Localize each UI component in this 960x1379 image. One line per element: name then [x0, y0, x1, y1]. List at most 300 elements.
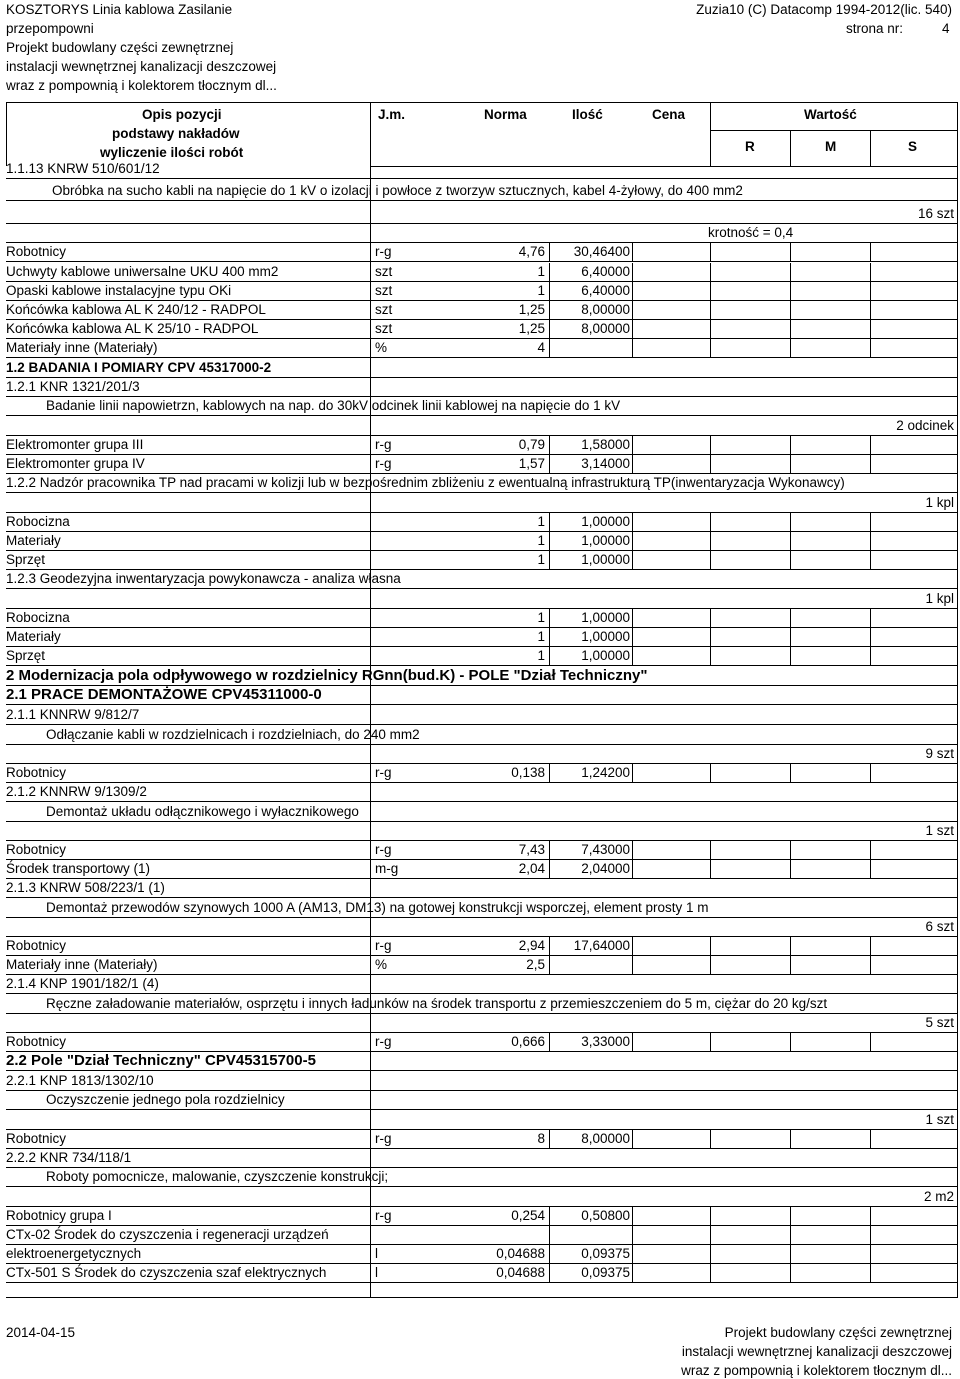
- col-s: S: [908, 139, 918, 154]
- col-wartosc: Wartość: [804, 107, 857, 122]
- row-text: Materiały: [6, 533, 61, 548]
- row-quantity: 1 kpl: [925, 591, 954, 606]
- row-quantity: 2 m2: [923, 1189, 954, 1204]
- row-text: 1.2.3 Geodezyjna inwentaryzacja powykonawcza - analiza własna: [6, 571, 401, 586]
- table-rule: [6, 993, 958, 994]
- table-rule: [632, 860, 633, 879]
- table-rule: [6, 512, 958, 513]
- table-rule: [710, 1033, 711, 1052]
- table-rule: [6, 1109, 958, 1110]
- row-text: Elektromonter grupa IV: [6, 456, 145, 471]
- table-rule: [549, 282, 550, 301]
- col-cena: Cena: [652, 107, 686, 122]
- table-rule: [6, 821, 958, 822]
- row-text: CTx-02 Środek do czyszczenia i regeneracji urządzeń: [6, 1227, 329, 1242]
- table-rule: [632, 841, 633, 860]
- table-rule: [632, 1226, 633, 1245]
- row-norma: 4,76: [518, 244, 545, 259]
- table-bottom-border: [6, 1297, 958, 1298]
- table-rule: [6, 1282, 958, 1283]
- row-quantity: 16 szt: [917, 206, 954, 221]
- row-norma: 2,94: [518, 938, 545, 953]
- row-ilosc: 1,00000: [581, 552, 630, 567]
- table-rule: [870, 647, 871, 666]
- row-quantity: 2 odcinek: [896, 418, 954, 433]
- table-rule: [790, 609, 791, 628]
- row-text: Roboty pomocnicze, malowanie, czyszczenie konstrukcji;: [46, 1169, 389, 1184]
- table-rule: [710, 339, 711, 358]
- table-rule: [870, 628, 871, 647]
- table-rule: [549, 628, 550, 647]
- row-norma: 0,254: [511, 1208, 545, 1223]
- table-rule: [870, 339, 871, 358]
- table-rule: [6, 357, 958, 358]
- row-ilosc: 7,43000: [581, 842, 630, 857]
- row-text: krotność = 0,4: [708, 225, 794, 240]
- row-text: Końcówka kablowa AL K 240/12 - RADPOL: [6, 302, 266, 317]
- row-quantity: 9 szt: [925, 746, 954, 761]
- table-rule: [549, 609, 550, 628]
- row-text: Demontaż przewodów szynowych 1000 A (AM13, DM13) na gotowej konstrukcji wsporczej, element prosty 1 m: [46, 900, 709, 915]
- table-rule: [790, 1130, 791, 1149]
- table-rule: [549, 1226, 550, 1245]
- table-rule: [549, 455, 550, 474]
- table-rule: [6, 1070, 958, 1071]
- table-rule: [870, 513, 871, 532]
- row-text: 2.2 Pole "Dział Techniczny" CPV45315700-5: [6, 1052, 316, 1069]
- table-rule: [710, 1245, 711, 1264]
- table-rule: [710, 1226, 711, 1245]
- footer-project-1: Projekt budowlany części zewnętrznej: [724, 1325, 952, 1340]
- table-rule: [6, 878, 958, 879]
- table-rule: [632, 320, 633, 339]
- table-rule: [632, 1264, 633, 1283]
- row-ilosc: 1,00000: [581, 533, 630, 548]
- table-rule: [790, 551, 791, 570]
- table-rule: [632, 1245, 633, 1264]
- row-unit: %: [375, 957, 388, 972]
- table-rule: [790, 1245, 791, 1264]
- table-rule: [6, 724, 958, 725]
- row-quantity: 1 szt: [925, 823, 954, 838]
- table-rule: [790, 956, 791, 975]
- row-unit: szt: [375, 302, 393, 317]
- row-norma: 8: [537, 1131, 545, 1146]
- table-rule: [790, 647, 791, 666]
- table-rule: [6, 319, 958, 320]
- table-rule: [6, 1013, 958, 1014]
- table-rule: [549, 513, 550, 532]
- row-text: 2.1.1 KNNRW 9/812/7: [6, 707, 140, 722]
- col-m: M: [825, 139, 837, 154]
- table-rule: [790, 1226, 791, 1245]
- row-norma: 1: [537, 283, 545, 298]
- table-rule: [632, 609, 633, 628]
- table-rule: [790, 263, 791, 282]
- table-rule: [870, 1207, 871, 1226]
- col-jm: J.m.: [378, 107, 406, 122]
- table-rule: [710, 532, 711, 551]
- col-opis-1: Opis pozycji: [142, 107, 222, 122]
- table-rule: [870, 937, 871, 956]
- table-rule: [790, 282, 791, 301]
- table-rule: [6, 550, 958, 551]
- row-unit: szt: [375, 283, 393, 298]
- row-ilosc: 1,00000: [581, 610, 630, 625]
- col-r: R: [745, 139, 755, 154]
- table-rule: [6, 396, 958, 397]
- row-ilosc: 6,40000: [581, 264, 630, 279]
- page-number: 4: [942, 21, 950, 36]
- col-ilosc: Ilość: [572, 107, 603, 122]
- row-norma: 1: [537, 610, 545, 625]
- row-text: Sprzęt: [6, 552, 46, 567]
- table-rule: [6, 1129, 958, 1130]
- table-rule: [549, 841, 550, 860]
- row-unit: szt: [375, 264, 393, 279]
- page-label: strona nr:: [846, 21, 904, 36]
- table-rule: [870, 956, 871, 975]
- table-rule: [6, 665, 958, 666]
- table-rule: [6, 1206, 958, 1207]
- table-rule: [6, 897, 958, 898]
- row-ilosc: 0,09375: [581, 1246, 630, 1261]
- row-text: Robotnicy: [6, 244, 67, 259]
- footer-date: 2014-04-15: [6, 1325, 76, 1340]
- row-text: Robocizna: [6, 514, 70, 529]
- table-rule: [632, 263, 633, 282]
- row-text: Końcówka kablowa AL K 25/10 - RADPOL: [6, 321, 259, 336]
- header-title-2: przepompowni: [6, 21, 94, 36]
- table-rule: [6, 200, 958, 201]
- table-rule: [549, 339, 550, 358]
- row-unit: %: [375, 340, 388, 355]
- row-text: Robotnicy: [6, 938, 67, 953]
- table-rule: [632, 513, 633, 532]
- row-quantity: 5 szt: [925, 1015, 954, 1030]
- table-rule: [6, 1244, 958, 1245]
- table-rule: [790, 841, 791, 860]
- table-rule: [549, 937, 550, 956]
- table-rule: [632, 1207, 633, 1226]
- row-unit: l: [375, 1265, 378, 1280]
- table-rule: [632, 647, 633, 666]
- table-rule: [549, 436, 550, 455]
- table-rule: [790, 513, 791, 532]
- table-rule: [549, 243, 550, 262]
- col-norma: Norma: [484, 107, 527, 122]
- table-rule: [710, 628, 711, 647]
- table-rule: [710, 937, 711, 956]
- row-norma: 0,138: [511, 765, 545, 780]
- table-rule: [6, 261, 958, 262]
- table-rule: [6, 1167, 958, 1168]
- table-rule: [870, 1033, 871, 1052]
- table-rule: [549, 532, 550, 551]
- col-opis-3: wyliczenie ilości robót: [100, 145, 244, 160]
- footer-project-3: wraz z pompownią i kolektorem tłocznym dl...: [681, 1363, 952, 1378]
- table-rule: [549, 647, 550, 666]
- row-norma: 2,04: [518, 861, 545, 876]
- table-rule: [632, 455, 633, 474]
- table-rule: [632, 243, 633, 262]
- row-text: Robotnicy: [6, 765, 67, 780]
- header-project-1: Projekt budowlany części zewnętrznej: [6, 40, 234, 55]
- row-ilosc: 8,00000: [581, 302, 630, 317]
- row-ilosc: 1,00000: [581, 648, 630, 663]
- row-unit: r-g: [375, 938, 392, 953]
- table-rule: [790, 301, 791, 320]
- row-unit: szt: [375, 321, 393, 336]
- table-rule: [549, 1264, 550, 1283]
- row-text: Ręczne załadowanie materiałów, osprzętu i innych ładunków na środek transportu z przemieszczeniem do 5 m, ciężar do 20 kg/szt: [46, 996, 828, 1011]
- table-rule: [790, 320, 791, 339]
- table-rule: [549, 764, 550, 783]
- footer-project-2: instalacji wewnętrznej kanalizacji deszczowej: [681, 1344, 952, 1359]
- table-rule: [710, 1207, 711, 1226]
- table-rule: [870, 320, 871, 339]
- row-text: 2.1 PRACE DEMONTAŻOWE CPV45311000-0: [6, 686, 322, 703]
- table-rule: [870, 455, 871, 474]
- table-rule: [6, 1090, 958, 1091]
- row-ilosc: 3,33000: [581, 1034, 630, 1049]
- row-ilosc: 1,58000: [581, 437, 630, 452]
- row-norma: 1: [537, 514, 545, 529]
- row-unit: r-g: [375, 244, 392, 259]
- table-rule: [6, 454, 958, 455]
- row-text: Materiały inne (Materiały): [6, 340, 158, 355]
- table-rule: [549, 551, 550, 570]
- table-rule: [549, 1033, 550, 1052]
- table-rule: [870, 764, 871, 783]
- header-project-2: instalacji wewnętrznej kanalizacji deszczowej: [6, 59, 277, 74]
- table-rule: [870, 860, 871, 879]
- table-rule: [6, 531, 958, 532]
- row-unit: m-g: [375, 861, 399, 876]
- row-text: Sprzęt: [6, 648, 46, 663]
- table-rule: [790, 764, 791, 783]
- table-rule: [710, 647, 711, 666]
- table-rule: [6, 840, 958, 841]
- table-rule: [6, 1263, 958, 1264]
- table-rule: [6, 608, 958, 609]
- row-norma: 4: [537, 340, 545, 355]
- row-norma: 1: [537, 533, 545, 548]
- row-text: 2.1.2 KNNRW 9/1309/2: [6, 784, 147, 799]
- table-rule: [790, 339, 791, 358]
- table-rule: [632, 339, 633, 358]
- table-rule: [549, 320, 550, 339]
- row-norma: 1: [537, 648, 545, 663]
- table-rule: [6, 242, 958, 243]
- table-rule: [710, 1264, 711, 1283]
- table-rule: [6, 178, 958, 179]
- table-rule: [6, 1225, 958, 1226]
- row-norma: 0,04688: [496, 1246, 545, 1261]
- row-ilosc: 6,40000: [581, 283, 630, 298]
- table-rule: [632, 282, 633, 301]
- row-quantity: 6 szt: [925, 919, 954, 934]
- row-text: 1.2.1 KNR 1321/201/3: [6, 379, 140, 394]
- table-rule: [870, 841, 871, 860]
- row-text: 2.1.3 KNRW 508/223/1 (1): [6, 880, 165, 895]
- row-quantity: 1 kpl: [925, 495, 954, 510]
- table-rule: [6, 859, 958, 860]
- row-ilosc: 1,00000: [581, 514, 630, 529]
- table-rule: [6, 223, 958, 224]
- row-norma: 1,25: [518, 302, 545, 317]
- table-rule: [549, 1130, 550, 1149]
- table-rule: [790, 860, 791, 879]
- table-rule: [790, 532, 791, 551]
- table-rule: [790, 628, 791, 647]
- table-rule: [549, 1245, 550, 1264]
- table-rule: [632, 937, 633, 956]
- table-rule: [632, 628, 633, 647]
- row-text: Uchwyty kablowe uniwersalne UKU 400 mm2: [6, 264, 279, 279]
- table-rule: [870, 1130, 871, 1149]
- row-text: Robotnicy: [6, 1131, 67, 1146]
- table-rule: [870, 263, 871, 282]
- row-norma: 7,43: [518, 842, 545, 857]
- table-rule: [632, 532, 633, 551]
- table-rule: [710, 455, 711, 474]
- table-rule: [6, 281, 958, 282]
- table-rule: [6, 473, 958, 474]
- row-norma: 0,04688: [496, 1265, 545, 1280]
- row-quantity: 1 szt: [925, 1112, 954, 1127]
- row-text: Demontaż układu odłącznikowego i wyłacznikowego: [46, 804, 359, 819]
- table-rule: [632, 1130, 633, 1149]
- row-text: Robocizna: [6, 610, 70, 625]
- table-rule: [6, 300, 958, 301]
- table-rule: [6, 801, 958, 802]
- row-unit: r-g: [375, 765, 392, 780]
- table-rule: [6, 338, 958, 339]
- row-unit: r-g: [375, 1131, 392, 1146]
- table-rule: [870, 243, 871, 262]
- row-norma: 1: [537, 264, 545, 279]
- table-rule: [632, 436, 633, 455]
- table-rule: [790, 243, 791, 262]
- table-rule: [6, 782, 958, 783]
- table-rule: [549, 263, 550, 282]
- header-project-3: wraz z pompownią i kolektorem tłocznym dl...: [6, 78, 277, 93]
- row-unit: l: [375, 1246, 378, 1261]
- table-rule: [632, 301, 633, 320]
- table-rule: [710, 1130, 711, 1149]
- table-rule: [790, 436, 791, 455]
- table-rule: [632, 956, 633, 975]
- row-ilosc: 8,00000: [581, 1131, 630, 1146]
- header-title: KOSZTORYS Linia kablowa Zasilanie: [6, 2, 233, 17]
- table-rule: [870, 1245, 871, 1264]
- table-rule: [6, 415, 958, 416]
- row-ilosc: 2,04000: [581, 861, 630, 876]
- table-rule: [790, 1264, 791, 1283]
- table-rule: [6, 435, 958, 436]
- row-text: Elektromonter grupa III: [6, 437, 144, 452]
- table-rule: [710, 841, 711, 860]
- row-unit: r-g: [375, 456, 392, 471]
- row-text: 1.2 BADANIA I POMIARY CPV 45317000-2: [6, 360, 272, 375]
- header-software: Zuzia10 (C) Datacomp 1994-2012(lic. 540): [696, 2, 952, 17]
- table-rule: [549, 301, 550, 320]
- table-rule: [710, 860, 711, 879]
- row-ilosc: 3,14000: [581, 456, 630, 471]
- table-rule: [870, 282, 871, 301]
- row-text: Robotnicy: [6, 842, 67, 857]
- row-text: CTx-501 S Środek do czyszczenia szaf elektrycznych: [6, 1265, 327, 1280]
- row-ilosc: 0,09375: [581, 1265, 630, 1280]
- table-rule: [710, 956, 711, 975]
- table-rule: [6, 974, 958, 975]
- row-norma: 1,57: [518, 456, 545, 471]
- row-unit: r-g: [375, 1208, 392, 1223]
- row-ilosc: 30,46400: [573, 244, 630, 259]
- row-ilosc: 1,00000: [581, 629, 630, 644]
- table-rule: [710, 243, 711, 262]
- row-ilosc: 0,50800: [581, 1208, 630, 1223]
- table-rule: [790, 1033, 791, 1052]
- table-rule: [6, 917, 958, 918]
- row-unit: r-g: [375, 1034, 392, 1049]
- table-rule: [710, 301, 711, 320]
- table-rule: [6, 763, 958, 764]
- table-rule: [549, 956, 550, 975]
- table-rule: [710, 282, 711, 301]
- table-rule: [6, 588, 958, 589]
- table-rule: [549, 1207, 550, 1226]
- row-norma: 1: [537, 552, 545, 567]
- table-rule: [870, 301, 871, 320]
- row-text: 2.2.1 KNP 1813/1302/10: [6, 1073, 154, 1088]
- col-opis-2: podstawy nakładów: [112, 126, 240, 141]
- row-text: 2 Modernizacja pola odpływowego w rozdzielnicy RGnn(bud.K) - POLE "Dział Techniczny": [6, 667, 648, 684]
- row-text: 2.2.2 KNR 734/118/1: [6, 1150, 132, 1165]
- table-rule: [6, 1148, 958, 1149]
- row-unit: r-g: [375, 842, 392, 857]
- table-rule: [710, 609, 711, 628]
- table-rule: [710, 513, 711, 532]
- row-text: Odłączanie kabli w rozdzielnicach i rozdzielniach, do 240 mm2: [46, 727, 420, 742]
- table-rule: [790, 455, 791, 474]
- row-ilosc: 8,00000: [581, 321, 630, 336]
- row-text: elektroenergetycznych: [6, 1246, 142, 1261]
- table-rule: [870, 609, 871, 628]
- row-norma: 0,666: [511, 1034, 545, 1049]
- table-rule: [870, 551, 871, 570]
- row-text: Badanie linii napowietrzn, kablowych na nap. do 30kV odcinek linii kablowej na napięcie do 1 kV: [46, 398, 621, 413]
- table-rule: [6, 744, 958, 745]
- table-rule: [6, 377, 958, 378]
- table-rule: [710, 263, 711, 282]
- table-rule: [710, 764, 711, 783]
- table-rule: [790, 937, 791, 956]
- table-rule: [6, 646, 958, 647]
- row-text: Opaski kablowe instalacyjne typu OKi: [6, 283, 232, 298]
- table-rule: [6, 1186, 958, 1187]
- row-text: 2.1.4 KNP 1901/182/1 (4): [6, 976, 159, 991]
- row-text: 1.2.2 Nadzór pracownika TP nad pracami w kolizji lub w bezpośrednim zbliżeniu z ewentualną infrastrukturą TP(inwentaryzacja Wykonawcy): [6, 475, 845, 490]
- row-text: Obróbka na sucho kabli na napięcie do 1 kV o izolacji i powłoce z tworzyw sztucznych, kabel 4-żyłowy, do 400 mm2: [52, 183, 743, 198]
- row-ilosc: 1,24200: [581, 765, 630, 780]
- table-rule: [6, 1032, 958, 1033]
- table-rule: [710, 551, 711, 570]
- table-rule: [710, 320, 711, 339]
- row-unit: r-g: [375, 437, 392, 452]
- table-rule: [6, 569, 958, 570]
